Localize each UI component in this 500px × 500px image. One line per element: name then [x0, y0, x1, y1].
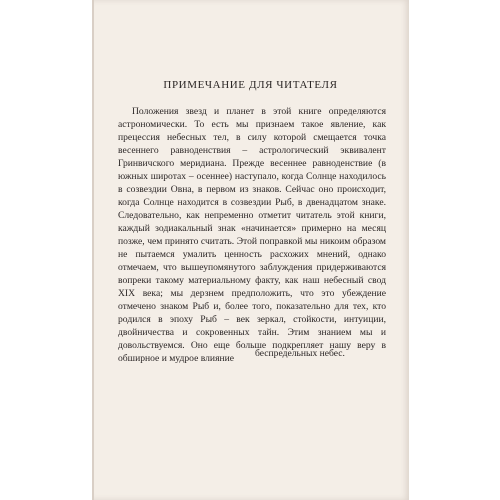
body-paragraph: Положения звезд и планет в этой книге определяются астрономически. То есть мы признаем такое явление, как прецессия небесных тел, в силу которой смещается точка весеннего равноденствия – астрологический эквивалент Гринвичского меридиана. Прежде весеннее равноденствие (в южных широтах – осеннее) наступало, когда Солнце находилось в созвездии Овна, в первом из знаков. Сейчас оно происходит, когда Солнце находится в созвездии Рыб, в двенадцатом знаке. Следовательно, как непременно отметит читатель этой книги, каждый зодиакальный знак «начинается» примерно на месяц позже, чем принято считать. Этой поправкой мы никоим образом не пытаемся умалить ценность расхожих мнений, однако отмечаем, что вышеупомянутого заблуждения придерживаются вопреки такому материальному факту, как наш небесный свод XIX века; мы дерзнем предположить, что это убеждение отмечено знаком Рыб и, более того, показательно для тех, кто родился в эпоху Рыб – век зеркал, стойкости, интуиции, двойничества и сокровенных тайн. Этим знанием мы и довольствуемся. Оно еще больше подкрепляет нашу веру в обширное и мудрое влияние — [118, 106, 386, 364]
section-heading: ПРИМЕЧАНИЕ ДЛЯ ЧИТАТЕЛЯ — [163, 79, 338, 91]
closing-line: беспредельных небес. — [255, 348, 345, 359]
page-edge — [92, 0, 94, 500]
body-text — [118, 105, 386, 365]
